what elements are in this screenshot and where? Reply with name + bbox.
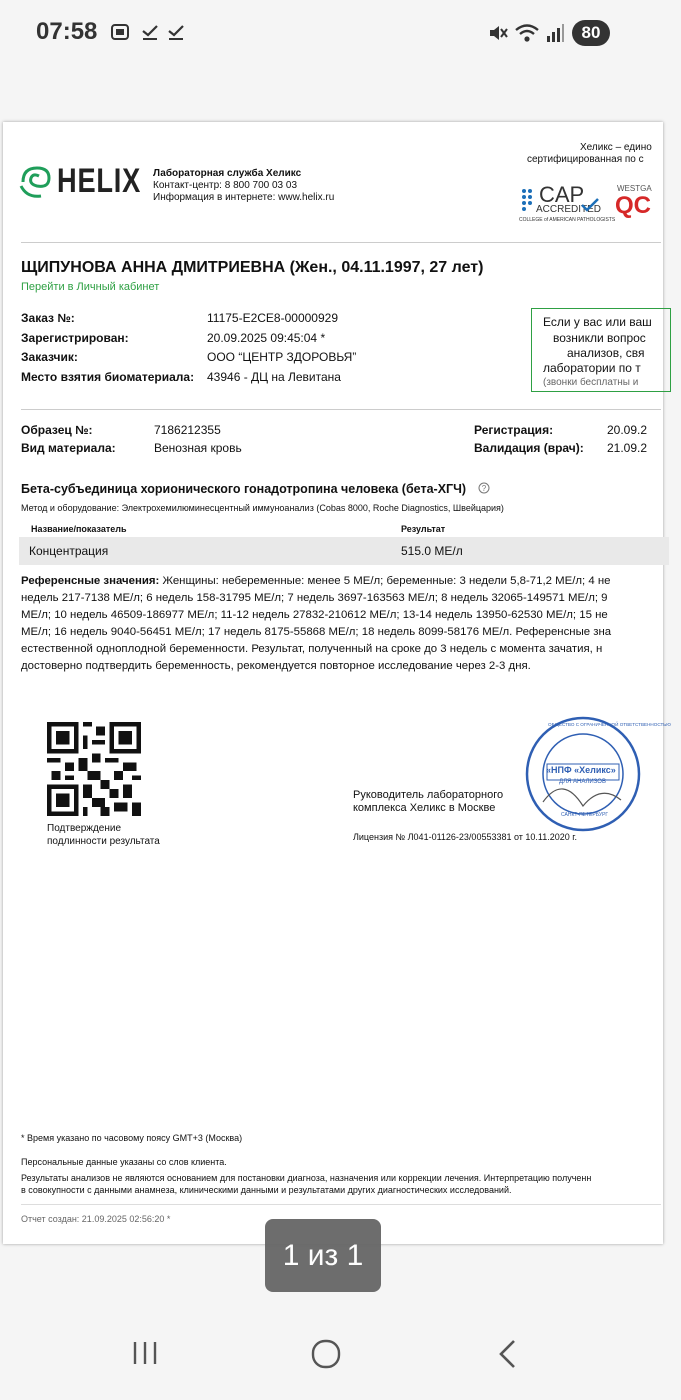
cert-line-2: сертифицированная по с <box>527 154 644 165</box>
lab-contact: Контакт-центр: 8 800 700 03 03 <box>153 180 298 191</box>
recent-apps-button[interactable] <box>130 1338 160 1376</box>
page-indicator: 1 из 1 <box>265 1219 381 1292</box>
test-method: Метод и оборудование: Электрохемилюминесцентный иммуноанализ (Cobas 8000, Roche Diagnostics, Швейцария) <box>21 503 504 513</box>
test-title: Бета-субъединица хорионического гонадотропина человека (бета-ХГЧ) <box>21 482 467 496</box>
report-document[interactable] <box>3 122 671 1244</box>
check-icon <box>166 22 186 47</box>
reference-line-4: МЕ/л; 16 недель 9040-56451 МЕ/л; 17 недель 8175-55868 МЕ/л; 18 недель 8099-58176 МЕ/л. Референсные зна <box>21 626 612 638</box>
customer-label: Заказчик: <box>21 350 78 364</box>
reference-line-6: достоверно подтвердить беременность, рекомендуется повторное исследование через 2-3 дня. <box>21 660 531 672</box>
collection-place-label: Место взятия биоматериала: <box>21 370 195 384</box>
registered-value: 20.09.2025 09:45:04 * <box>207 331 326 345</box>
sample-number-label: Образец №: <box>21 423 93 437</box>
mute-icon <box>487 22 509 49</box>
registration-value: 20.09.2 <box>607 423 648 437</box>
wifi-icon <box>514 22 540 49</box>
timezone-note: * Время указано по часовому поясу GMT+3 (Москва) <box>21 1133 243 1143</box>
head-title-2: комплекса Хеликс в Москве <box>353 802 496 814</box>
material-label: Вид материала: <box>21 441 116 455</box>
registration-label: Регистрация: <box>474 423 554 437</box>
divider <box>21 409 661 410</box>
report-created: Отчет создан: 21.09.2025 02:56:20 * <box>21 1214 171 1224</box>
signal-icon <box>545 22 565 49</box>
material-value: Венозная кровь <box>154 441 242 455</box>
results-table-header <box>19 522 669 536</box>
cap-accredited: ACCREDITED <box>536 204 602 215</box>
cabinet-link[interactable]: Перейти в Личный кабинет <box>21 281 160 293</box>
stamp-center-text: «НПФ «Хеликс» <box>546 765 616 775</box>
qr-code-icon[interactable] <box>47 722 141 816</box>
back-button[interactable] <box>494 1338 522 1378</box>
home-button[interactable] <box>310 1338 342 1378</box>
status-bar <box>0 0 646 66</box>
westgard-text: WESTGA <box>617 184 652 193</box>
helix-logo-icon <box>19 164 53 205</box>
order-value: 11175-E2CE8-00000929 <box>207 311 338 325</box>
contact-line-1: Если у вас или ваш <box>543 315 652 329</box>
divider <box>21 1204 661 1205</box>
stamp-ring-text: ОБЩЕСТВО С ОГРАНИЧЕННОЙ ОТВЕТСТВЕННОСТЬЮ <box>548 722 671 727</box>
contact-box <box>531 308 671 392</box>
svg-text:?: ? <box>481 484 487 493</box>
screenshot-icon <box>110 22 130 47</box>
customer-value: ООО “ЦЕНТР ЗДОРОВЬЯ” <box>207 350 357 364</box>
westgard-qc: QC <box>615 192 651 219</box>
contact-line-5: (звонки бесплатны и <box>543 377 639 388</box>
stamp-sub-text: ДЛЯ АНАЛИЗОВ <box>559 779 606 785</box>
contact-line-4: лаборатории по т <box>543 361 641 375</box>
stamp-city-text: САНКТ-ПЕТЕРБУРГ <box>561 812 609 818</box>
cap-small: COLLEGE of AMERICAN PATHOLOGISTS <box>519 217 616 223</box>
col-result-header: Результат <box>401 524 446 534</box>
reference-values <box>21 573 681 675</box>
validation-label: Валидация (врач): <box>474 441 584 455</box>
lab-website: Информация в интернете: www.helix.ru <box>153 192 335 203</box>
col-name-header: Название/показатель <box>31 524 127 534</box>
license: Лицензия № Л041-01126-23/00553381 от 10.11.2020 г. <box>353 832 577 842</box>
lab-name: Лабораторная служба Хеликс <box>153 168 302 179</box>
cap-check-icon <box>581 198 599 217</box>
personal-data-note: Персональные данные указаны со слов клиента. <box>21 1157 227 1167</box>
reference-line-1: Женщины: небеременные: менее 5 МЕ/л; беременные: 3 недели 5,8-71,2 МЕ/л; 4 не <box>159 575 611 587</box>
reference-line-2: недель 217-7138 МЕ/л; 6 недель 158-31795 МЕ/л; 7 недель 3697-163563 МЕ/л; 8 недель 32065-149571 МЕ/л; 9 <box>21 592 608 604</box>
disclaimer-line-2: в совокупности с данными анамнеза, клиническими данными и результатами других диагностических исследований. <box>21 1185 512 1195</box>
head-title-1: Руководитель лабораторного <box>353 789 504 801</box>
logo-text: HELIX <box>57 162 142 200</box>
sample-number-value: 7186212355 <box>154 423 221 437</box>
collection-place-value: 43946 - ДЦ на Левитана <box>207 370 341 384</box>
reference-line-5: естественной одноплодной беременности. Результат, полученный на сроке до 3 недель с момента зачатия, н <box>21 643 603 655</box>
help-icon[interactable] <box>478 481 490 499</box>
indicator-result: 515.0 МЕ/л <box>401 544 463 558</box>
divider <box>21 242 661 243</box>
registered-label: Зарегистрирован: <box>21 331 129 345</box>
check-icon <box>140 22 160 47</box>
qr-caption-1: Подтверждение <box>47 823 122 834</box>
indicator-name: Концентрация <box>29 544 109 558</box>
cert-line-1: Хеликс – едино <box>580 142 652 153</box>
disclaimer-line-1: Результаты анализов не являются основанием для постановки диагноза, назначения или коррекции лечения. Интерпретацию полученн <box>21 1173 592 1183</box>
reference-line-3: МЕ/л; 10 недель 46509-186977 МЕ/л; 11-12 недель 27832-210612 МЕ/л; 13-14 недель 13950-62530 МЕ/л; 15 не <box>21 609 608 621</box>
validation-value: 21.09.2 <box>607 441 648 455</box>
battery-indicator: 80 <box>572 20 610 46</box>
contact-line-3: анализов, свя <box>567 346 645 360</box>
order-label: Заказ №: <box>21 311 75 325</box>
cap-text: CAP <box>539 182 585 207</box>
qr-caption-2: подлинности результата <box>47 836 160 847</box>
status-time: 07:58 <box>36 18 98 45</box>
patient-name: ЩИПУНОВА АННА ДМИТРИЕВНА (Жен., 04.11.1997, 27 лет) <box>21 259 484 276</box>
table-row <box>19 537 669 565</box>
contact-line-2: возникли вопрос <box>553 331 646 345</box>
reference-label: Референсные значения: <box>21 575 160 587</box>
